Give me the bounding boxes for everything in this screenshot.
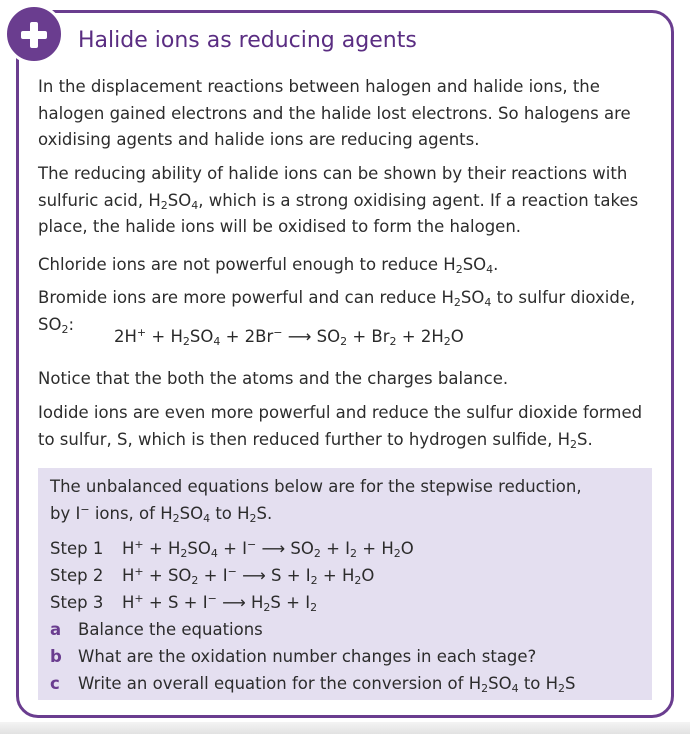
question-a: a Balance the equations <box>50 620 263 639</box>
page-bottom-edge <box>0 722 690 734</box>
paragraph-intro: In the displacement reactions between halogen and halide ions, the halogen gained electrons and the halide lost electrons. So halogens are oxidising agents and halide ions are reducing agents. <box>38 77 631 149</box>
box-intro-line1: The unbalanced equations below are for the stepwise reduction, <box>50 477 582 496</box>
section-title: Halide ions as reducing agents <box>78 28 417 53</box>
question-b: b What are the oxidation number changes in each stage? <box>50 647 537 666</box>
plus-icon <box>4 4 64 64</box>
step-2: Step 2 $H^+ + SO_2 + I^-$ ⟶ $S + I_2 + H_2O$ <box>50 565 375 587</box>
question-c: c Write an overall equation for the conversion of $H_2SO_4$ to $H_2S$ <box>50 674 576 695</box>
paragraph-balance-note: Notice that the both the atoms and the charges balance. <box>38 369 509 388</box>
box-intro-line2: by I− ions, of $H_2SO_4$ to $H_2S$. <box>50 503 273 525</box>
paragraph-sulfuric-acid: The reducing ability of halide ions can be shown by their reactions with sulfuric acid, $H_2SO_4$, which is a strong oxidising agent. If a reaction takes place, the halide ions will be oxidised to form the halogen. <box>38 164 639 236</box>
paragraph-bromide: Bromide ions are more powerful and can reduce $H_2SO_4$ to sulfur dioxide, $SO_2$: <box>38 288 636 336</box>
paragraph-chloride: Chloride ions are not powerful enough to reduce $H_2SO_4$. <box>38 255 499 276</box>
step-1: Step 1 $H^+ + H_2SO_4 + I^-$ ⟶ $SO_2 + I_2 + H_2O$ <box>50 538 414 560</box>
question-box <box>38 468 652 700</box>
step-3: Step 3 H+ + S + I− ⟶ $H_2S + I_2$ <box>50 592 318 614</box>
paragraph-iodide: Iodide ions are even more powerful and reduce the sulfur dioxide formed to sulfur, S, which is then reduced further to hydrogen sulfide, $H_2S$. <box>38 403 643 451</box>
bromide-equation: $2H^+ + H_2SO_4 + 2Br^-$ ⟶ $SO_2 + Br_2 + 2H_2O$ <box>114 326 464 348</box>
